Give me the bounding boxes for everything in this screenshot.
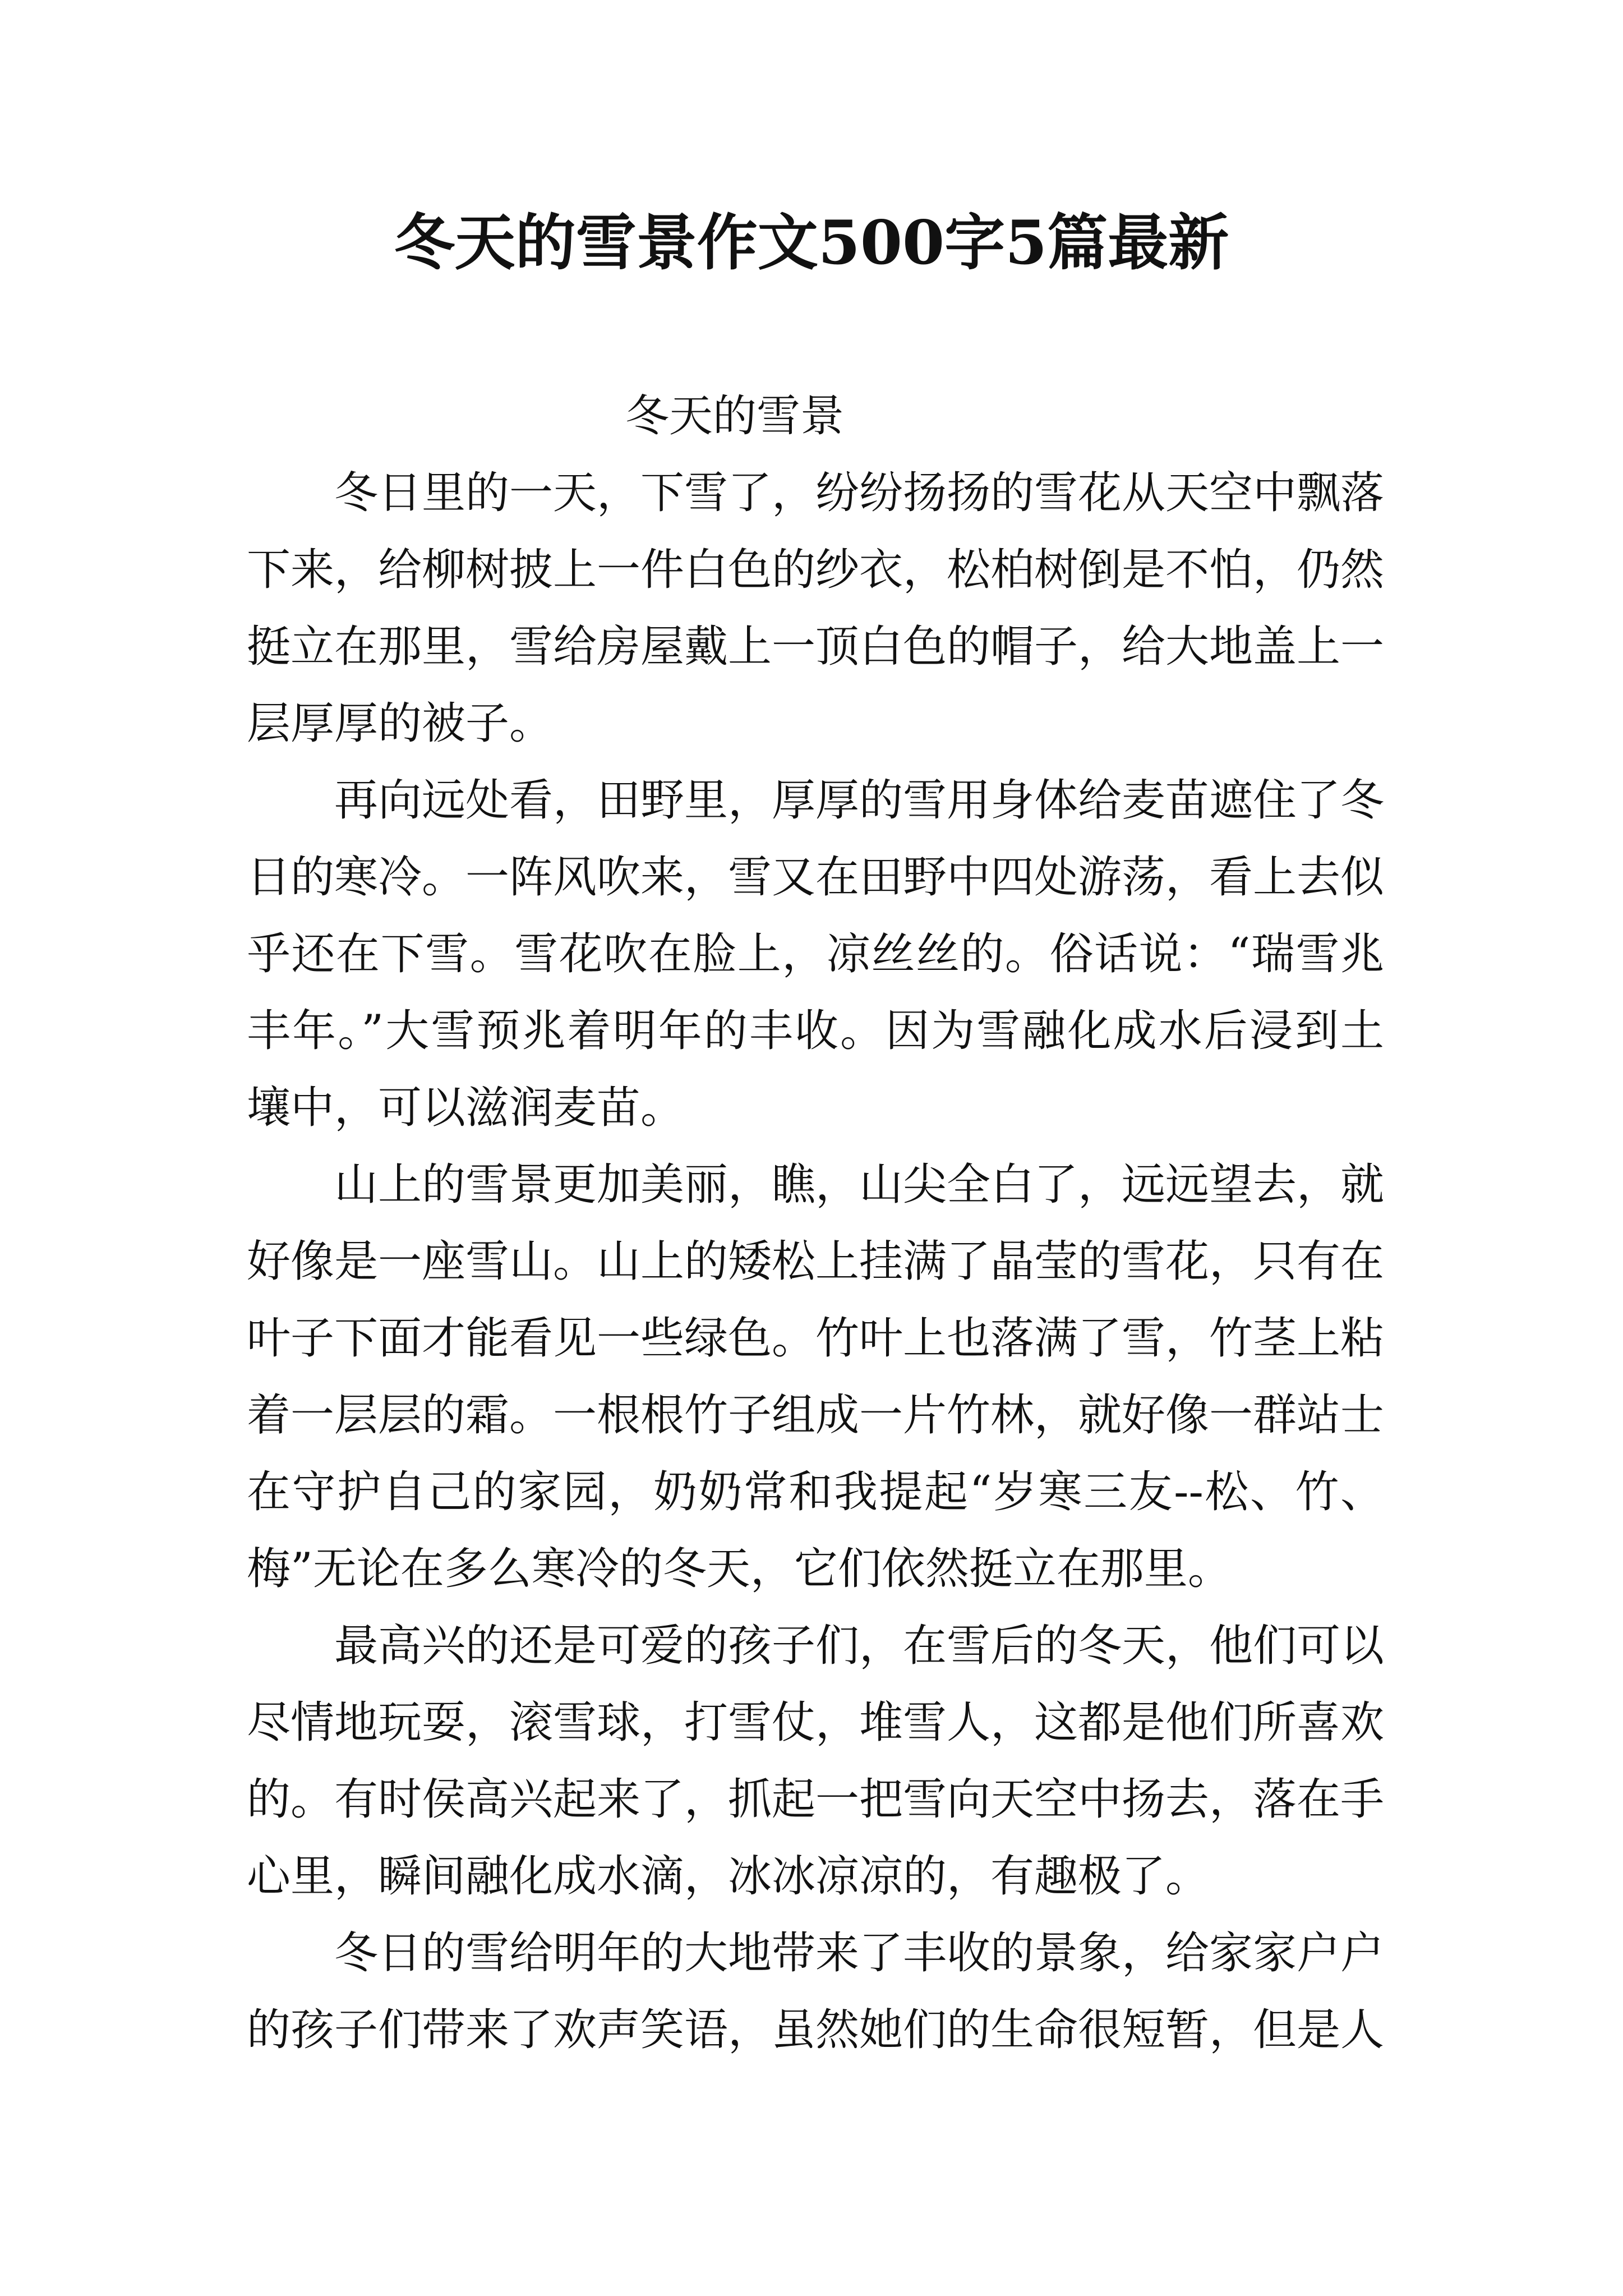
text-line: 尽情地玩耍，滚雪球，打雪仗，堆雪人，这都是他们所喜欢 [247,1697,1385,1748]
text-line: 着一层层的霜。一根根竹子组成一片竹林，就好像一群站士 [247,1390,1385,1441]
text-line: 叶子下面才能看见一些绿色。竹叶上也落满了雪，竹茎上粘 [247,1313,1385,1364]
essay-body [247,455,1384,2069]
text-line: 的。有时侯高兴起来了，抓起一把雪向天空中扬去，落在手 [247,1774,1385,1825]
text-line: 好像是一座雪山。山上的矮松上挂满了晶莹的雪花，只有在 [247,1236,1385,1287]
text-line: 冬日的雪给明年的大地带来了丰收的景象，给家家户户 [334,1928,1385,1978]
text-line: 丰年。”大雪预兆着明年的丰收。因为雪融化成水后浸到土 [247,1006,1384,1056]
text-line: 山上的雪景更加美丽，瞧，山尖全白了，远远望去，就 [334,1159,1385,1210]
essay-title: 冬天的雪景 [625,391,845,441]
text-line: 冬日里的一天，下雪了，纷纷扬扬的雪花从天空中飘落 [334,468,1385,518]
document-title: 冬天的雪景作文500字5篇最新 [394,208,1229,278]
text-line: 日的寒冷。一阵风吹来，雪又在田野中四处游荡，看上去似 [247,852,1385,903]
paragraph [247,762,1384,1147]
text-line: 最高兴的还是可爱的孩子们，在雪后的冬天，他们可以 [334,1621,1385,1671]
text-line: 的孩子们带来了欢声笑语，虽然她们的生命很短暂，但是人 [247,2005,1385,2055]
text-line: 挺立在那里，雪给房屋戴上一顶白色的帽子，给大地盖上一 [247,622,1385,672]
text-line: 心里，瞬间融化成水滴，冰冰凉凉的，有趣极了。 [247,1851,1210,1902]
text-line: 再向远处看，田野里，厚厚的雪用身体给麦苗遮住了冬 [334,775,1385,826]
text-line: 壤中，可以滋润麦苗。 [247,1083,685,1133]
paragraph [247,1147,1384,1608]
text-line: 层厚厚的被子。 [247,698,554,749]
text-line: 在守护自己的家园，奶奶常和我提起“岁寒三友--松、竹、 [247,1467,1384,1517]
paragraph [247,455,1384,762]
text-line: 乎还在下雪。雪花吹在脸上，凉丝丝的。俗话说：“瑞雪兆 [247,929,1384,979]
paragraph [247,1915,1384,2069]
text-line: 下来，给柳树披上一件白色的纱衣，松柏树倒是不怕，仍然 [247,545,1385,595]
paragraph [247,1608,1384,1915]
text-line: 梅”无论在多么寒冷的冬天，它们依然挺立在那里。 [247,1544,1232,1594]
